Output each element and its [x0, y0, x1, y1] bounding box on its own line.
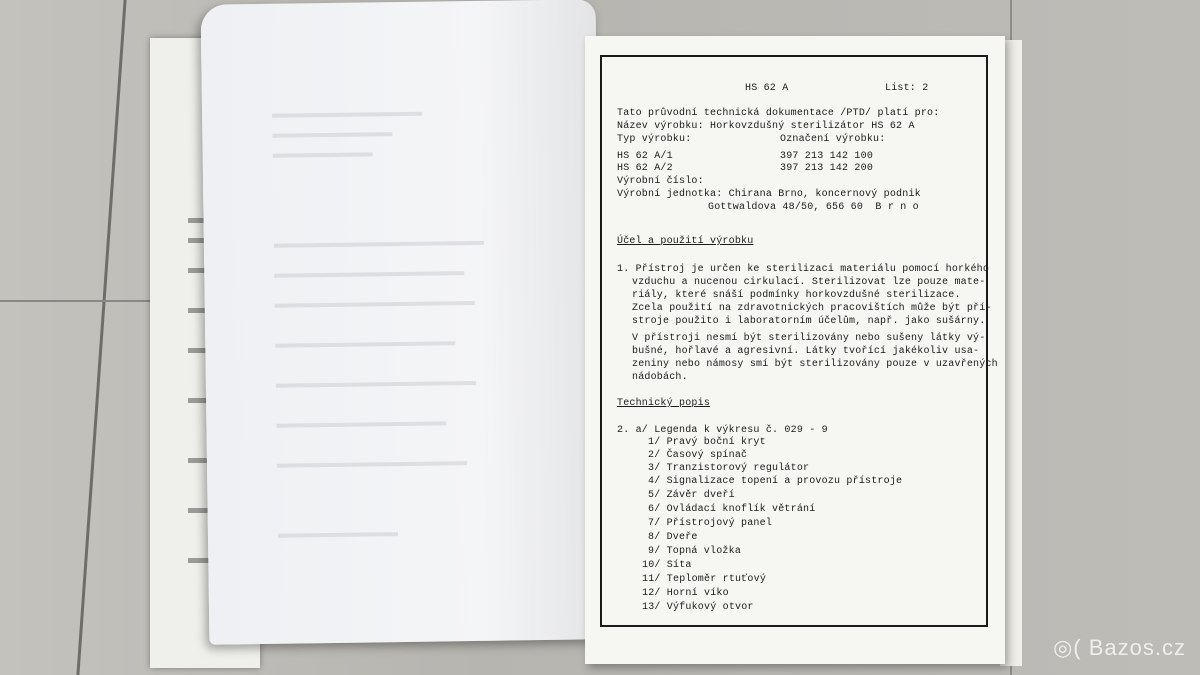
section-line: vzduchu a nucenou cirkulací. Sterilizovat lze pouze mate-: [632, 277, 986, 288]
show-through-text: [274, 241, 484, 248]
show-through-text: [276, 421, 446, 427]
legend-item: 10/ Síta: [642, 560, 692, 571]
legend-item: 13/ Výfukový otvor: [642, 602, 754, 613]
legend-item: 12/ Horní víko: [642, 588, 729, 599]
type-code: 397 213 142 100: [780, 151, 874, 162]
section-line: bušné, hořlavé a agresivní. Látky tvořící jakékoliv usa-: [632, 346, 980, 357]
type-name: HS 62 A/2: [617, 163, 673, 174]
legend-item: 7/ Přístrojový panel: [648, 518, 773, 529]
legend-item: 5/ Závěr dveří: [648, 490, 735, 501]
legend-item: 3/ Tranzistorový regulátor: [648, 463, 810, 474]
legend-heading: 2. a/ Legenda k výkresu č. 029 - 9: [617, 425, 828, 436]
section-line: nádobách.: [632, 372, 688, 383]
section-line: stroje použito i laboratorním účelům, např. jako sušárny.: [632, 316, 986, 327]
section-line: V přístroji nesmí být sterilizovány nebo sušeny látky vý-: [632, 333, 986, 344]
legend-item: 11/ Teploměr rtuťový: [642, 574, 767, 585]
show-through-text: [274, 271, 464, 278]
show-through-text: [275, 301, 475, 308]
legend-item: 1/ Pravý boční kryt: [648, 437, 766, 448]
left-page: [201, 0, 605, 645]
show-through-text: [276, 381, 476, 388]
header-code: HS 62 A: [745, 83, 789, 94]
show-through-text: [277, 461, 467, 468]
watermark: [1053, 635, 1186, 661]
header-sheet: List: 2: [885, 83, 929, 94]
intro-line: Název výrobku: Horkovzdušný sterilizátor HS 62 A: [617, 121, 915, 132]
show-through-text: [272, 132, 392, 138]
section-line: 1. Přístroj je určen ke sterilizaci materiálu pomocí horkého: [617, 264, 990, 275]
intro-line: Tato průvodní technická dokumentace /PTD/ platí pro:: [617, 108, 940, 119]
show-through-text: [275, 341, 455, 348]
section-line: riály, které snáší podmínky horkovzdušné sterilizace.: [632, 290, 961, 301]
section-title: Technický popis: [617, 398, 711, 409]
watermark-text: Bazos.cz: [1088, 635, 1186, 660]
type-header-left: Typ výrobku:: [617, 134, 692, 145]
show-through-text: [272, 112, 422, 118]
legend-item: 6/ Ovládací knoflík větrání: [648, 504, 816, 515]
show-through-text: [273, 152, 373, 157]
type-code: 397 213 142 200: [780, 163, 874, 174]
legend-item: 4/ Signalizace topení a provozu přístroje: [648, 476, 903, 487]
production-line: Výrobní jednotka: Chirana Brno, koncernový podnik: [617, 189, 921, 200]
legend-item: 9/ Topná vložka: [648, 546, 742, 557]
section-line: zeniny nebo námosy smí být sterilizovány pouze v uzavřených: [632, 359, 998, 370]
section-line: Zcela použití na zdravotnických pracovištích může být pří-: [632, 303, 992, 314]
type-name: HS 62 A/1: [617, 151, 673, 162]
production-line: Výrobní číslo:: [617, 176, 704, 187]
type-header-right: Označení výrobku:: [780, 134, 886, 145]
legend-item: 8/ Dveře: [648, 532, 698, 543]
legend-item: 2/ Časový spínač: [648, 450, 748, 461]
show-through-text: [278, 532, 398, 538]
production-line: Gottwaldova 48/50, 656 60 B r n o: [708, 202, 919, 213]
section-title: Účel a použití výrobku: [617, 236, 754, 247]
watermark-logo-icon: ◎(: [1053, 635, 1082, 660]
